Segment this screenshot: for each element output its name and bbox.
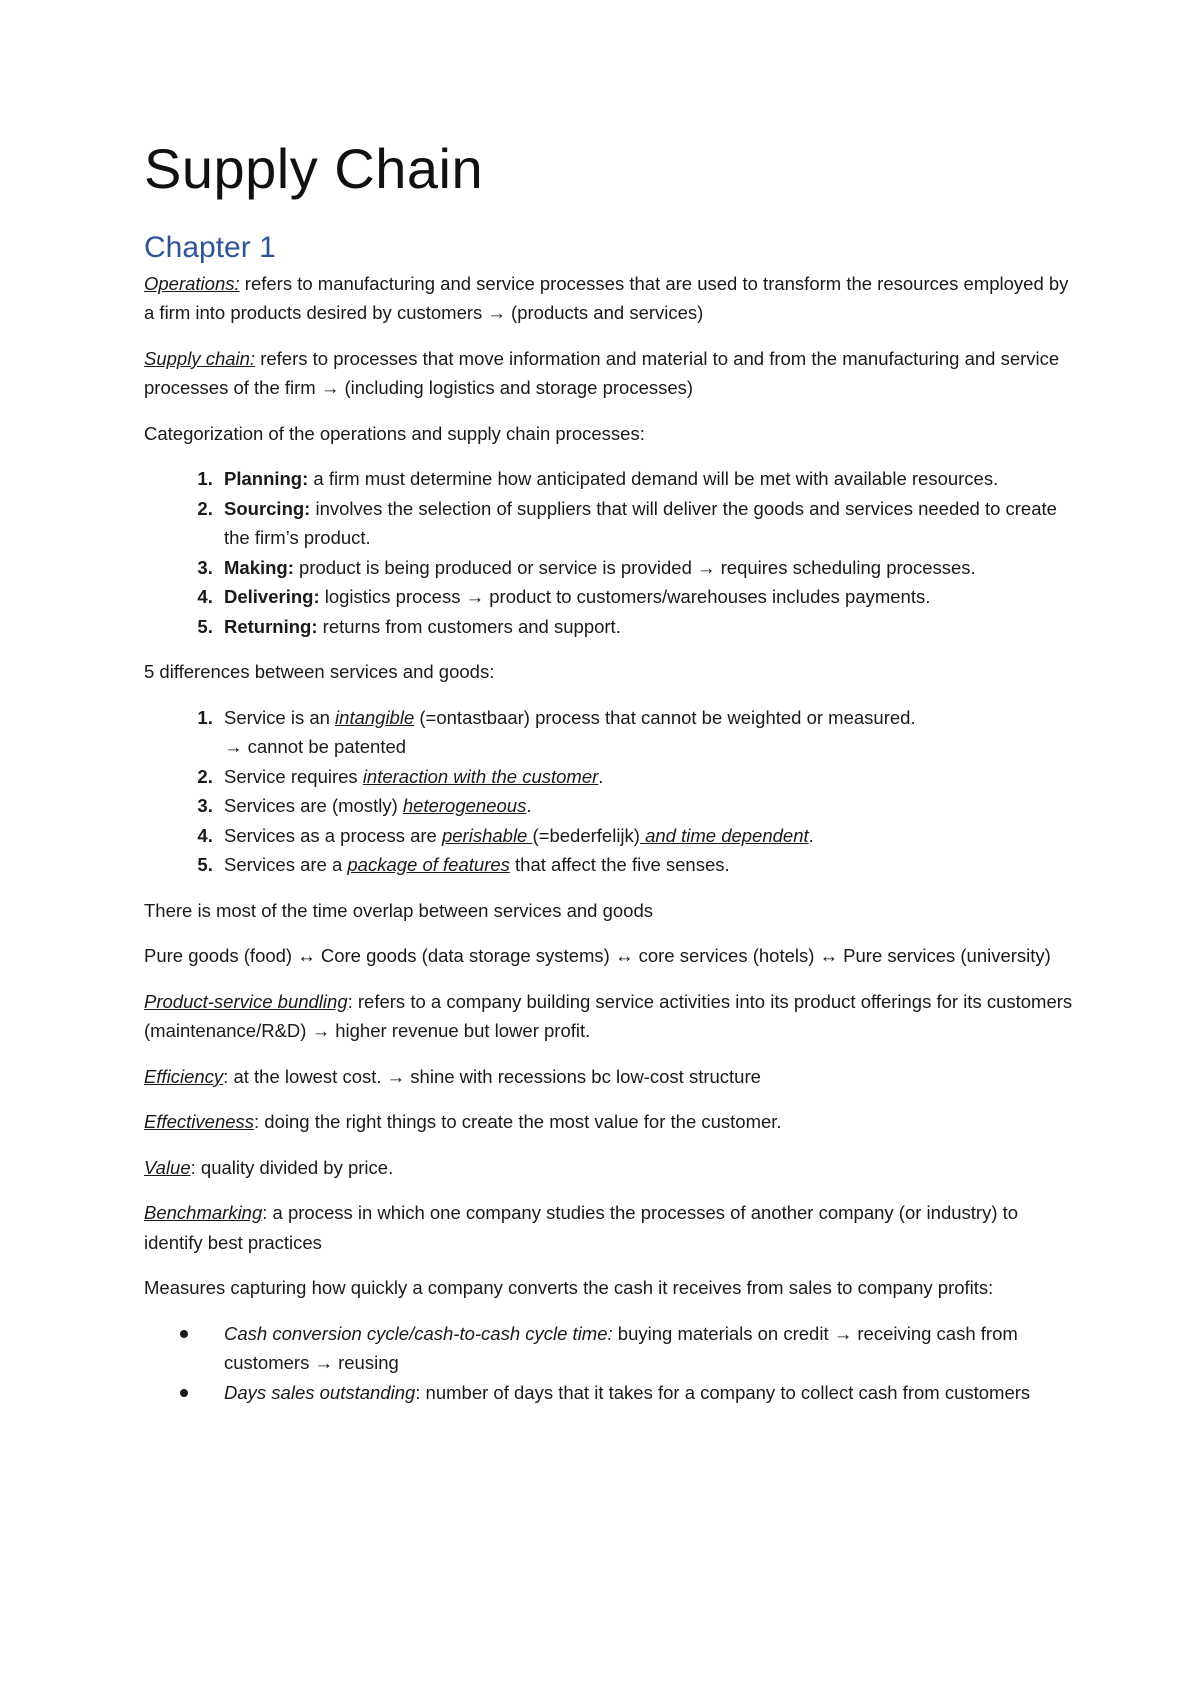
difference-key-term: intangible: [335, 706, 415, 728]
categories-list: [144, 464, 1080, 641]
difference-text: Services are (mostly): [224, 795, 403, 817]
difference-key-term: heterogeneous: [402, 795, 527, 817]
value-term: Value: [144, 1156, 191, 1178]
list-item: [218, 1319, 1080, 1378]
value-text: : quality divided by price.: [190, 1156, 394, 1178]
efficiency-definition: [144, 1062, 1080, 1092]
differences-intro: 5 differences between services and goods:: [144, 661, 495, 683]
list-item: [218, 582, 1080, 612]
category-text: returns from customers and support.: [317, 615, 621, 637]
category-text: involves the selection of suppliers that will deliver the goods and services needed to create the firm’s product.: [224, 497, 1057, 549]
category-label: Sourcing:: [224, 497, 311, 519]
list-item: [218, 612, 1080, 642]
bundling-text: : refers to a company building service activities into its product offerings for its customers (maintenance/R&D) → higher revenue but lower profit.: [144, 990, 1073, 1042]
difference-key-term: perishable: [441, 824, 533, 846]
measure-term: Cash conversion cycle/cash-to-cash cycle time:: [224, 1322, 613, 1344]
list-item: [218, 762, 1080, 792]
effectiveness-term: Effectiveness: [144, 1111, 255, 1133]
operations-text: refers to manufacturing and service processes that are used to transform the resources employed by a firm into products desired by customers → (products and services): [144, 272, 1069, 324]
supply-chain-text: refers to processes that move information and material to and from the manufacturing and service processes of the firm → (including logistics and storage processes): [144, 347, 1060, 399]
difference-note: → cannot be patented: [224, 736, 407, 758]
difference-text: Services are a: [224, 854, 348, 876]
measure-text: : number of days that it takes for a company to collect cash from customers: [415, 1381, 1031, 1403]
difference-text: .: [598, 765, 604, 787]
difference-key-term: and time dependent: [639, 824, 809, 846]
efficiency-text: : at the lowest cost. → shine with recessions bc low-cost structure: [223, 1065, 761, 1087]
overlap-statement: There is most of the time overlap between services and goods: [144, 899, 654, 921]
list-item: [218, 464, 1080, 494]
benchmarking-definition: [144, 1198, 1080, 1257]
categorization-intro: Categorization of the operations and supply chain processes:: [144, 422, 645, 444]
difference-text: Services as a process are: [224, 824, 442, 846]
list-item: [218, 821, 1080, 851]
measure-term: Days sales outstanding: [224, 1381, 416, 1403]
category-label: Making:: [224, 556, 294, 578]
difference-text: .: [526, 795, 532, 817]
category-label: Delivering:: [224, 586, 320, 608]
chapter-heading: Chapter 1: [144, 230, 276, 264]
category-label: Returning:: [224, 615, 318, 637]
difference-translation: (=bederfelijk): [532, 824, 640, 846]
goods-services-spectrum: Pure goods (food) ↔ Core goods (data storage systems) ↔ core services (hotels) ↔ Pure services (university): [144, 945, 1051, 967]
difference-text: .: [808, 824, 814, 846]
supply-chain-term: Supply chain:: [144, 347, 256, 369]
document-title: Supply Chain: [144, 137, 484, 200]
category-text: logistics process → product to customers/warehouses includes payments.: [319, 586, 931, 608]
effectiveness-text: : doing the right things to create the most value for the customer.: [254, 1111, 782, 1133]
measures-intro: Measures capturing how quickly a company converts the cash it receives from sales to company profits:: [144, 1277, 994, 1299]
list-item: [218, 850, 1080, 880]
category-text: product is being produced or service is provided → requires scheduling processes.: [293, 556, 976, 578]
measures-list: [144, 1319, 1080, 1408]
bundling-definition: [144, 987, 1080, 1046]
list-item: [218, 494, 1080, 553]
list-item: [218, 553, 1080, 583]
difference-key-term: package of features: [347, 854, 510, 876]
difference-key-term: interaction with the customer: [362, 765, 599, 787]
difference-text: that affect the five senses.: [509, 854, 730, 876]
category-label: Planning:: [224, 468, 309, 490]
measure-text: buying materials on credit → receiving cash from customers → reusing: [224, 1322, 1018, 1374]
differences-list: [144, 703, 1080, 880]
list-item: [218, 1378, 1080, 1408]
category-text: a firm must determine how anticipated demand will be met with available resources.: [308, 468, 999, 490]
operations-definition: [144, 269, 1080, 328]
operations-term: Operations:: [144, 272, 240, 294]
difference-text: Service is an: [224, 706, 336, 728]
difference-text: Service requires: [224, 765, 363, 787]
efficiency-term: Efficiency: [144, 1065, 224, 1087]
difference-text: (=ontastbaar) process that cannot be weighted or measured.: [414, 706, 916, 728]
effectiveness-definition: [144, 1107, 1080, 1137]
supply-chain-definition: [144, 344, 1080, 403]
bundling-term: Product-service bundling: [144, 990, 348, 1012]
list-item: [218, 791, 1080, 821]
value-definition: [144, 1153, 1080, 1183]
benchmarking-text: : a process in which one company studies the processes of another company (or industry) to identify best practices: [144, 1202, 1019, 1253]
list-item: [218, 703, 1080, 762]
benchmarking-term: Benchmarking: [144, 1202, 263, 1224]
